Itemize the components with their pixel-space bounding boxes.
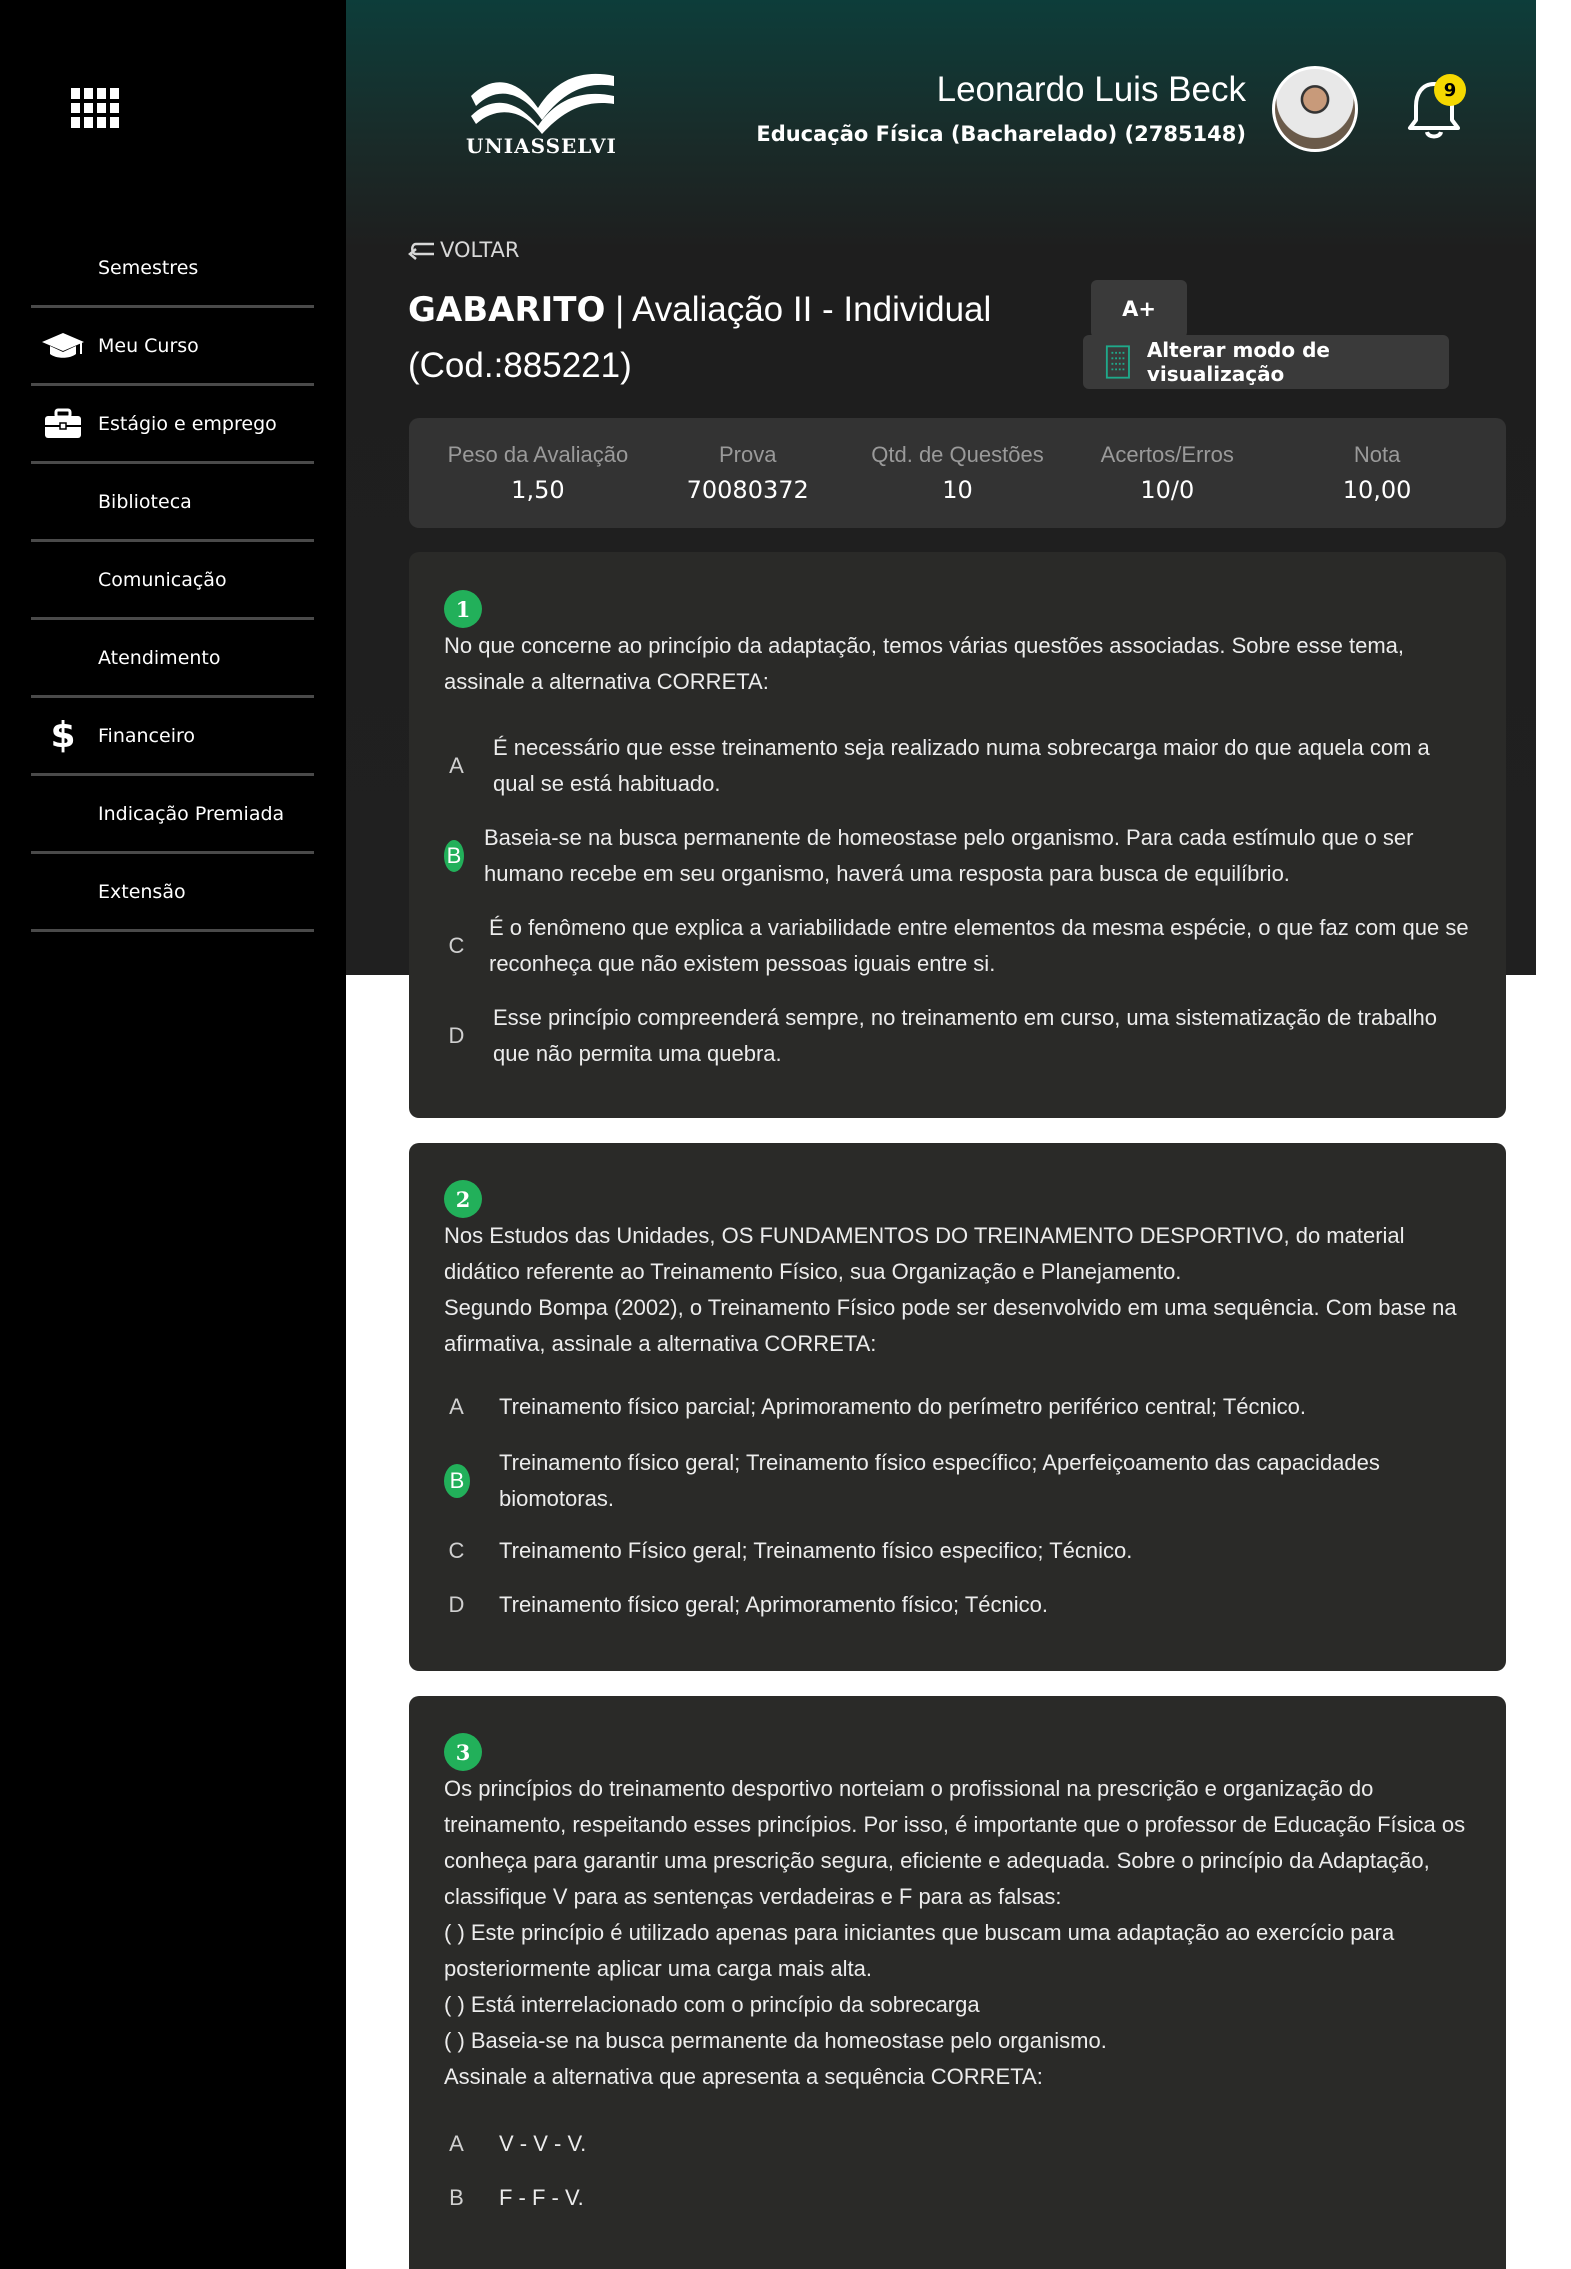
correct-alternative-letter: B — [444, 840, 464, 872]
sidebar-item-estagio[interactable] — [31, 386, 314, 464]
question-number: 1 — [444, 590, 482, 628]
alternative-text: V - V - V. — [499, 2131, 587, 2156]
question-number: 3 — [444, 1733, 482, 1771]
question-card — [409, 1143, 1506, 1671]
alternative-text: Treinamento físico geral; Treinamento físico específico; Aperfeiçoamento das capacidades biomotoras. — [499, 1450, 1380, 1511]
alternative-text: Treinamento físico parcial; Aprimoramento do perímetro periférico central; Técnico. — [499, 1394, 1307, 1419]
avatar[interactable] — [1272, 66, 1358, 152]
alternative-a[interactable] — [444, 1389, 1474, 1425]
sidebar-item-label: Indicação Premiada — [98, 802, 285, 825]
back-label: VOLTAR — [440, 238, 520, 262]
stat-hits-errors — [1062, 442, 1272, 504]
sidebar-item-label: Financeiro — [98, 724, 195, 747]
title-rest: | Avaliação II - Individual (Cod.:885221) — [408, 290, 992, 385]
alternative-letter: A — [449, 2131, 464, 2156]
stat-label: Prova — [718, 442, 777, 467]
sidebar-item-financeiro[interactable] — [31, 698, 314, 776]
sidebar-item-label: Extensão — [98, 880, 186, 903]
sidebar-item-semestres[interactable] — [31, 230, 314, 308]
graduation-cap-icon — [41, 326, 85, 366]
user-course: Educação Física (Bacharelado) (2785148) — [756, 122, 1246, 146]
sidebar-item-comunicacao[interactable] — [31, 542, 314, 620]
sidebar-item-label: Estágio e emprego — [98, 412, 277, 435]
stat-label: Peso da Avaliação — [447, 442, 629, 467]
alternative-letter: D — [448, 1592, 465, 1617]
document-icon — [1105, 343, 1131, 381]
question-text: No que concerne ao princípio da adaptação, temos várias questões associadas. Sobre esse tema, assinale a alternativa CORRETA: — [444, 633, 1405, 694]
stat-value: 70080372 — [686, 476, 809, 504]
question-text — [444, 1218, 1469, 1362]
stat-value: 10,00 — [1342, 476, 1412, 504]
stat-value: 10/0 — [1140, 476, 1195, 504]
question-number: 2 — [444, 1180, 482, 1218]
notification-badge: 9 — [1434, 74, 1466, 106]
stat-grade — [1272, 442, 1482, 504]
question-paragraph: Assinale a alternativa que apresenta a sequência CORRETA: — [444, 2064, 1043, 2089]
question-paragraph: Segundo Bompa (2002), o Treinamento Físico pode ser desenvolvido em uma sequência. Com base na afirmativa, assinale a alternativa CORRETA: — [444, 1295, 1457, 1356]
stat-value: 10 — [942, 476, 973, 504]
question-paragraph: Nos Estudos das Unidades, OS FUNDAMENTOS DO TREINAMENTO DESPORTIVO, do material didático referente ao Treinamento Físico, sua Organização e Planejamento. — [444, 1223, 1405, 1284]
alternative-d[interactable] — [444, 1587, 1474, 1623]
alternative-text: É necessário que esse treinamento seja realizado numa sobrecarga maior do que aquela com a qual se está habituado. — [493, 735, 1430, 796]
title-strong: GABARITO — [408, 290, 606, 330]
sidebar — [0, 0, 346, 2269]
sidebar-nav — [31, 230, 314, 932]
stat-label: Qtd. de Questões — [871, 442, 1044, 467]
view-mode-label: Alterar modo de visualização — [1146, 338, 1330, 386]
page-title — [408, 282, 1008, 394]
sidebar-item-label: Biblioteca — [98, 490, 192, 513]
apps-grid-icon[interactable] — [71, 88, 119, 128]
alternative-c[interactable] — [444, 1533, 1474, 1569]
alternative-text: F - F - V. — [499, 2185, 584, 2210]
alternative-letter: B — [449, 2185, 464, 2210]
sidebar-item-label: Meu Curso — [98, 334, 199, 357]
sidebar-item-atendimento[interactable] — [31, 620, 314, 698]
stats-bar — [409, 418, 1506, 528]
dollar-icon: $ — [50, 715, 76, 756]
question-text — [444, 1771, 1469, 2095]
sidebar-item-meu-curso[interactable] — [31, 308, 314, 386]
question-paragraph: Os princípios do treinamento desportivo norteiam o profissional na prescrição e organização do treinamento, respeitando esses princípios. Por isso, é importante que o professor de Educação Física os conheça para garantir uma prescrição segura, eficiente e adequada. Sobre o princípio da Adaptação, classifique V para as sentenças verdadeiras e F para as falsas: — [444, 1776, 1466, 1909]
question-statement: ( ) Baseia-se na busca permanente da homeostase pelo organismo. — [444, 2028, 1107, 2053]
stat-value: 1,50 — [511, 476, 565, 504]
sidebar-item-indicacao-premiada[interactable] — [31, 776, 314, 854]
alternative-letter: A — [449, 753, 464, 778]
question-statement: ( ) Este princípio é utilizado apenas para iniciantes que buscam uma adaptação ao exercício para posteriormente aplicar uma carga mais alta. — [444, 1920, 1395, 1981]
alternative-text: Treinamento físico geral; Aprimoramento físico; Técnico. — [499, 1592, 1049, 1617]
sidebar-item-label: Semestres — [98, 256, 199, 279]
question-statement: ( ) Está interrelacionado com o princípio da sobrecarga — [444, 1992, 980, 2017]
question-card — [409, 1696, 1506, 2269]
alternative-c[interactable] — [444, 910, 1474, 982]
back-link[interactable] — [408, 238, 520, 262]
return-arrow-icon — [408, 240, 436, 260]
stat-weight — [433, 442, 643, 504]
stat-label: Acertos/Erros — [1100, 442, 1234, 467]
alternative-letter: A — [449, 1394, 464, 1419]
brand-name: UNIASSELVI — [466, 134, 617, 158]
alternative-text: Baseia-se na busca permanente de homeostase pelo organismo. Para cada estímulo que o ser humano recebe em seu organismo, haverá uma resposta para busca de equilíbrio. — [484, 825, 1414, 886]
sidebar-item-extensao[interactable] — [31, 854, 314, 932]
alternative-text: Esse princípio compreenderá sempre, no treinamento em curso, uma sistematização de trabalho que não permita uma quebra. — [493, 1005, 1438, 1066]
alternative-b[interactable] — [444, 820, 1474, 892]
alternative-a[interactable] — [444, 2126, 1474, 2162]
sidebar-item-label: Comunicação — [98, 568, 227, 591]
alternative-letter: C — [448, 1538, 465, 1563]
user-name: Leonardo Luis Beck — [936, 70, 1246, 109]
alternative-text: Treinamento Físico geral; Treinamento físico especifico; Técnico. — [499, 1538, 1133, 1563]
alternative-text: É o fenômeno que explica a variabilidade entre elementos da mesma espécie, o que faz com que se reconheça que não existem pessoas iguais entre si. — [489, 915, 1469, 976]
alternative-b[interactable] — [444, 2180, 1474, 2216]
alternative-a[interactable] — [444, 730, 1474, 802]
briefcase-icon — [41, 404, 85, 444]
alternative-b[interactable] — [444, 1445, 1474, 1517]
alternative-letter: D — [448, 1023, 465, 1048]
stat-label: Nota — [1353, 442, 1401, 467]
sidebar-item-label: Atendimento — [98, 646, 221, 669]
stat-questions — [853, 442, 1063, 504]
alternative-d[interactable] — [444, 1000, 1474, 1072]
sidebar-item-biblioteca[interactable] — [31, 464, 314, 542]
correct-alternative-letter: B — [444, 1464, 470, 1498]
increase-font-button[interactable]: A+ — [1091, 280, 1187, 338]
question-card — [409, 552, 1506, 1118]
view-mode-button[interactable] — [1083, 335, 1449, 389]
alternative-letter: C — [448, 933, 465, 958]
stat-exam — [643, 442, 853, 504]
